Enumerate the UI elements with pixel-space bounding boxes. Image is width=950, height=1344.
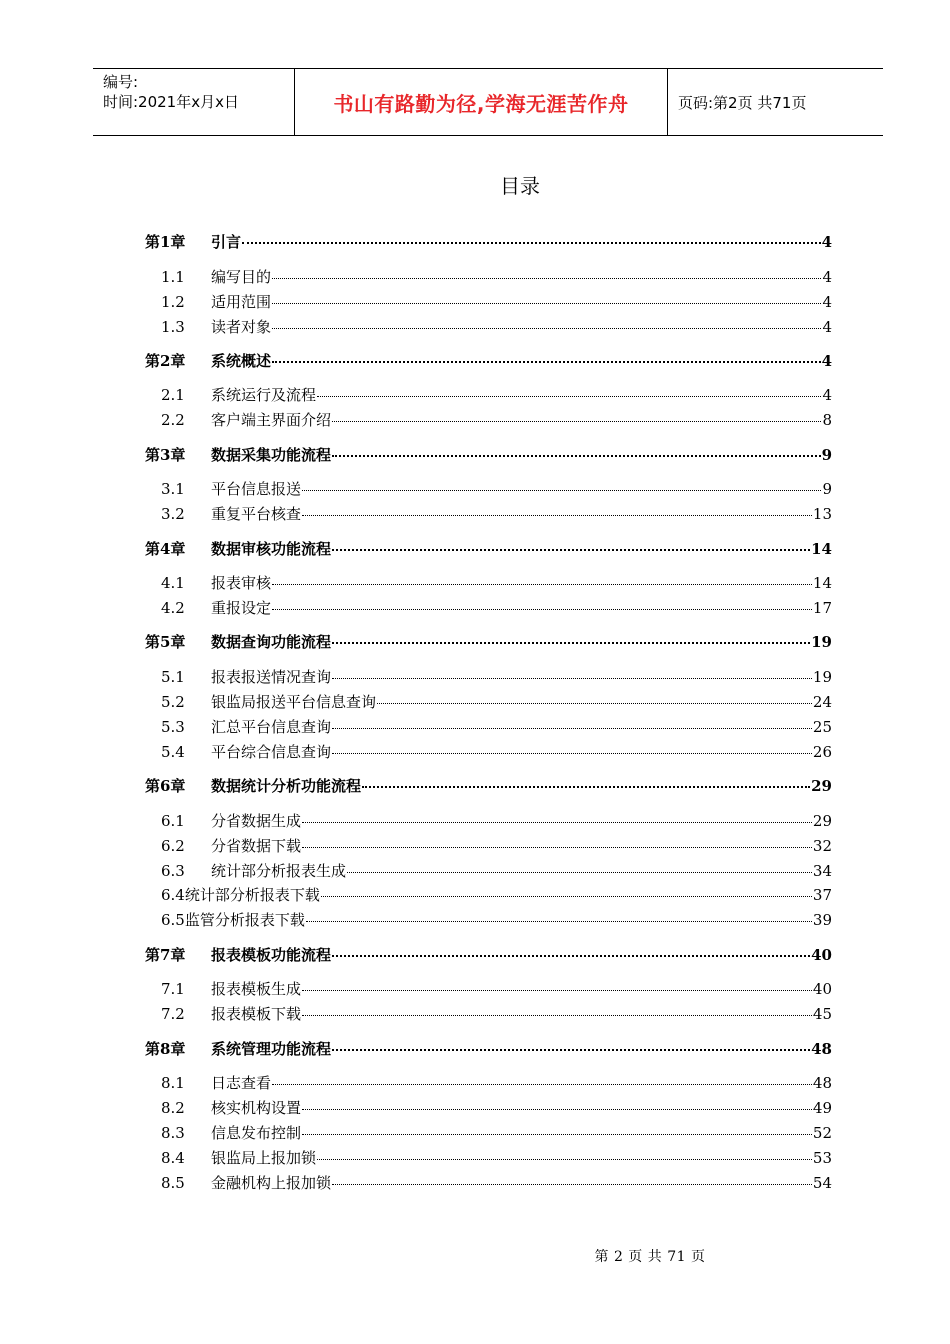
- toc-entry-title: 读者对象: [211, 318, 272, 336]
- toc-entry-number: 3.1: [161, 480, 185, 498]
- toc-section-entry[interactable]: [161, 666, 832, 688]
- toc-chapter-entry[interactable]: [145, 1038, 832, 1060]
- toc-dot-leader: [332, 549, 810, 551]
- toc-entry-title: 系统运行及流程: [211, 386, 317, 404]
- toc-dot-leader: [332, 421, 821, 422]
- toc-chapter-entry[interactable]: [145, 350, 832, 372]
- toc-entry-number: 8.3: [161, 1124, 185, 1142]
- toc-entry-number: 8.4: [161, 1149, 185, 1167]
- toc-section-entry[interactable]: [161, 266, 832, 288]
- toc-entry-page: 54: [812, 1174, 832, 1192]
- toc-entry-page: 29: [811, 777, 832, 795]
- toc-section-entry[interactable]: [161, 860, 832, 882]
- toc-dot-leader: [272, 1084, 812, 1085]
- toc-entry-page: 13: [812, 505, 832, 523]
- toc-entry-title: 核实机构设置: [211, 1099, 302, 1117]
- toc-entry-page: 19: [811, 633, 832, 651]
- toc-entry-page: 40: [812, 980, 832, 998]
- toc-entry-title: 重复平台核查: [211, 505, 302, 523]
- toc-entry-page: 40: [811, 946, 832, 964]
- toc-entry-number: 6.2: [161, 837, 185, 855]
- toc-dot-leader: [317, 1159, 812, 1160]
- toc-entry-number: 第1章: [145, 233, 186, 251]
- header-page-info: 页码:第2页 共71页: [678, 93, 807, 112]
- toc-entry-page: 26: [812, 743, 832, 761]
- toc-entry-page: 4: [822, 318, 832, 336]
- toc-dot-leader: [317, 396, 821, 397]
- toc-entry-page: 52: [812, 1124, 832, 1142]
- toc-entry-title: 报表模板生成: [211, 980, 302, 998]
- toc-entry-number: 4.1: [161, 574, 185, 592]
- toc-chapter-entry[interactable]: [145, 631, 832, 653]
- toc-entry-title: 客户端主界面介绍: [211, 411, 332, 429]
- toc-entry-page: 4: [821, 233, 832, 251]
- toc-dot-leader: [332, 728, 812, 729]
- toc-dot-leader: [302, 1015, 812, 1016]
- toc-entry-title: 报表模板下载: [211, 1005, 302, 1023]
- toc-dot-leader: [242, 242, 821, 244]
- toc-dot-leader: [332, 455, 821, 457]
- toc-entry-number: 5.3: [161, 718, 185, 736]
- toc-entry-title: 系统管理功能流程: [211, 1040, 332, 1058]
- toc-dot-leader: [272, 278, 821, 279]
- toc-entry-number: 2.1: [161, 386, 185, 404]
- toc-entry-title: 汇总平台信息查询: [211, 718, 332, 736]
- toc-entry-page: 25: [812, 718, 832, 736]
- toc-dot-leader: [332, 1184, 812, 1185]
- toc-entry-title: 统计部分析报表下载: [184, 886, 320, 904]
- toc-entry-page: 14: [811, 540, 832, 558]
- toc-dot-leader: [272, 361, 821, 363]
- document-number-label: 编号:: [103, 73, 139, 91]
- toc-section-entry[interactable]: [161, 1003, 832, 1025]
- toc-entry-title: 数据统计分析功能流程: [211, 777, 362, 795]
- toc-entry-page: 4: [821, 352, 832, 370]
- toc-dot-leader: [302, 490, 821, 491]
- toc-dot-leader: [321, 896, 812, 897]
- toc-entry-title: 监管分析报表下载: [184, 911, 305, 929]
- toc-entry-title: 报表模板功能流程: [211, 946, 332, 964]
- toc-entry-number: 6.1: [161, 812, 185, 830]
- toc-entry-number: 第8章: [145, 1040, 186, 1058]
- toc-entry-page: 9: [821, 446, 832, 464]
- toc-dot-leader: [302, 990, 812, 991]
- toc-entry-title: 报表审核: [211, 574, 272, 592]
- toc-entry-title: 重报设定: [211, 599, 272, 617]
- toc-entry-page: 39: [812, 911, 832, 929]
- toc-chapter-entry[interactable]: [145, 944, 832, 966]
- toc-chapter-entry[interactable]: [145, 775, 832, 797]
- toc-entry-number: 8.5: [161, 1174, 185, 1192]
- toc-entry-page: 4: [822, 293, 832, 311]
- toc-section-entry[interactable]: [161, 384, 832, 406]
- toc-section-entry[interactable]: [161, 1072, 832, 1094]
- page-header: [93, 68, 883, 136]
- toc-entry-title: 系统概述: [211, 352, 272, 370]
- toc-entry-title: 平台综合信息查询: [211, 743, 332, 761]
- toc-section-entry[interactable]: [161, 909, 832, 931]
- toc-entry-page: 4: [822, 386, 832, 404]
- toc-entry-page: 48: [812, 1074, 832, 1092]
- toc-entry-number: 6.3: [161, 862, 185, 880]
- toc-entry-number: 6.5: [161, 911, 185, 929]
- toc-entry-number: 5.1: [161, 668, 185, 686]
- toc-section-entry[interactable]: [161, 572, 832, 594]
- toc-title: 目录: [500, 174, 540, 198]
- toc-entry-title: 编写目的: [211, 268, 272, 286]
- toc-section-entry[interactable]: [161, 810, 832, 832]
- toc-dot-leader: [362, 786, 810, 788]
- toc-section-entry[interactable]: [161, 291, 832, 313]
- toc-entry-page: 9: [822, 480, 832, 498]
- toc-entry-number: 2.2: [161, 411, 185, 429]
- toc-entry-title: 适用范围: [211, 293, 272, 311]
- toc-dot-leader: [302, 515, 812, 516]
- toc-entry-page: 53: [812, 1149, 832, 1167]
- toc-entry-page: 34: [812, 862, 832, 880]
- toc-section-entry[interactable]: [161, 835, 832, 857]
- toc-entry-page: 8: [822, 411, 832, 429]
- toc-entry-title: 银监局上报加锁: [211, 1149, 317, 1167]
- toc-entry-title: 平台信息报送: [211, 480, 302, 498]
- toc-entry-title: 数据采集功能流程: [211, 446, 332, 464]
- toc-entry-title: 报表报送情况查询: [211, 668, 332, 686]
- toc-entry-number: 第3章: [145, 446, 186, 464]
- toc-section-entry[interactable]: [161, 316, 832, 338]
- toc-section-entry[interactable]: [161, 1147, 832, 1169]
- toc-entry-title: 银监局报送平台信息查询: [211, 693, 377, 711]
- toc-section-entry[interactable]: [161, 1172, 832, 1194]
- toc-section-entry[interactable]: [161, 503, 832, 525]
- toc-entry-title: 统计部分析报表生成: [211, 862, 347, 880]
- toc-entry-page: 19: [812, 668, 832, 686]
- toc-entry-title: 信息发布控制: [211, 1124, 302, 1142]
- toc-section-entry[interactable]: [161, 884, 832, 906]
- toc-entry-page: 37: [812, 886, 832, 904]
- toc-dot-leader: [332, 678, 812, 679]
- toc-section-entry[interactable]: [161, 409, 832, 431]
- toc-dot-leader: [306, 921, 812, 922]
- toc-entry-page: 4: [822, 268, 832, 286]
- toc-dot-leader: [332, 753, 812, 754]
- toc-dot-leader: [302, 1109, 812, 1110]
- toc-entry-number: 8.2: [161, 1099, 185, 1117]
- toc-entry-page: 49: [812, 1099, 832, 1117]
- toc-dot-leader: [347, 872, 812, 873]
- toc-chapter-entry[interactable]: [145, 538, 832, 560]
- toc-section-entry[interactable]: [161, 978, 832, 1000]
- toc-entry-number: 第4章: [145, 540, 186, 558]
- header-motto: 书山有路勤为径,学海无涯苦作舟: [333, 91, 629, 116]
- toc-entry-number: 7.2: [161, 1005, 185, 1023]
- toc-section-entry[interactable]: [161, 691, 832, 713]
- toc-entry-number: 6.4: [161, 886, 185, 904]
- toc-section-entry[interactable]: [161, 1122, 832, 1144]
- toc-entry-number: 5.4: [161, 743, 185, 761]
- toc-entry-title: 引言: [211, 233, 242, 251]
- toc-entry-number: 1.3: [161, 318, 185, 336]
- toc-entry-page: 45: [812, 1005, 832, 1023]
- toc-section-entry[interactable]: [161, 1097, 832, 1119]
- toc-dot-leader: [332, 1049, 810, 1051]
- toc-dot-leader: [332, 642, 810, 644]
- page-footer: 第 2 页 共 71 页: [594, 1249, 706, 1265]
- toc-section-entry[interactable]: [161, 741, 832, 763]
- toc-dot-leader: [302, 822, 812, 823]
- toc-dot-leader: [272, 328, 821, 329]
- toc-entry-number: 第6章: [145, 777, 186, 795]
- document-time-label: 时间:2021年x月x日: [103, 93, 239, 111]
- toc-entry-title: 分省数据生成: [211, 812, 302, 830]
- toc-dot-leader: [302, 847, 812, 848]
- toc-entry-page: 48: [811, 1040, 832, 1058]
- toc-dot-leader: [272, 303, 821, 304]
- toc-entry-title: 数据查询功能流程: [211, 633, 332, 651]
- toc-entry-number: 1.1: [161, 268, 185, 286]
- header-meta: [93, 69, 295, 135]
- toc-entry-title: 分省数据下载: [211, 837, 302, 855]
- toc-entry-title: 日志查看: [211, 1074, 272, 1092]
- toc-entry-number: 8.1: [161, 1074, 185, 1092]
- toc-dot-leader: [272, 609, 812, 610]
- toc-entry-number: 1.2: [161, 293, 185, 311]
- toc-entry-number: 第2章: [145, 352, 186, 370]
- toc-section-entry[interactable]: [161, 597, 832, 619]
- toc-entry-page: 29: [812, 812, 832, 830]
- toc-entry-title: 金融机构上报加锁: [211, 1174, 332, 1192]
- toc-chapter-entry[interactable]: [145, 231, 832, 253]
- toc-dot-leader: [377, 703, 812, 704]
- toc-entry-number: 3.2: [161, 505, 185, 523]
- toc-dot-leader: [302, 1134, 812, 1135]
- toc-section-entry[interactable]: [161, 478, 832, 500]
- toc-entry-number: 5.2: [161, 693, 185, 711]
- toc-entry-page: 32: [812, 837, 832, 855]
- toc-entry-number: 第5章: [145, 633, 186, 651]
- toc-entry-page: 14: [812, 574, 832, 592]
- toc-chapter-entry[interactable]: [145, 444, 832, 466]
- toc-dot-leader: [332, 955, 810, 957]
- toc-entry-number: 4.2: [161, 599, 185, 617]
- header-motto-cell: [295, 69, 668, 135]
- toc-entry-title: 数据审核功能流程: [211, 540, 332, 558]
- toc-entry-page: 24: [812, 693, 832, 711]
- toc-section-entry[interactable]: [161, 716, 832, 738]
- toc-entry-page: 17: [812, 599, 832, 617]
- toc-entry-number: 7.1: [161, 980, 185, 998]
- toc-dot-leader: [272, 584, 812, 585]
- toc-entry-number: 第7章: [145, 946, 186, 964]
